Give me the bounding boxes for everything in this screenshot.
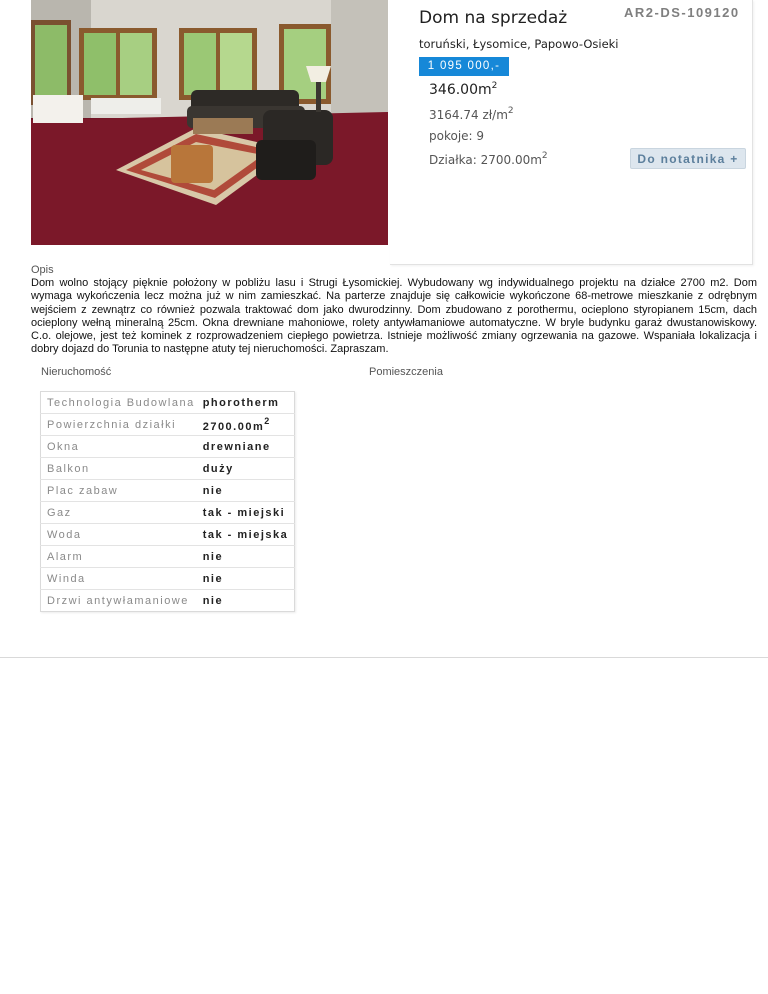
property-label: Powierzchnia działki <box>41 414 201 436</box>
property-label: Plac zabaw <box>41 480 201 502</box>
offer-code: AR2-DS-109120 <box>624 5 740 20</box>
section-property-label: Nieruchomość <box>41 366 112 378</box>
price-per-m2-unit-sup: 2 <box>507 106 514 116</box>
property-label: Gaz <box>41 502 201 524</box>
property-value: tak - miejski <box>201 502 295 524</box>
plot-area <box>429 151 548 167</box>
plot-area-value: Działka: 2700.00m <box>429 153 542 167</box>
property-value <box>201 414 295 436</box>
floor-area-value: 346.00m <box>429 82 492 98</box>
property-value: nie <box>202 594 224 607</box>
property-value: tak - miejska <box>201 524 295 546</box>
plot-size-value: 2700.00m <box>202 421 265 433</box>
plot-size-unit-sup: 2 <box>264 416 271 426</box>
property-label: Alarm <box>41 546 201 568</box>
description-heading: Opis <box>31 264 54 276</box>
add-to-notebook-button[interactable]: Do notatnika + <box>630 148 746 169</box>
property-value: drewniane <box>201 436 295 458</box>
listing-location: toruński, Łysomice, Papowo-Osieki <box>419 37 619 51</box>
table-row <box>41 502 295 524</box>
table-row <box>41 392 295 414</box>
floor-area <box>429 81 497 98</box>
property-value: nie <box>201 568 295 590</box>
plot-area-unit-sup: 2 <box>541 151 548 161</box>
listing-title: Dom na sprzedaż <box>419 8 568 28</box>
table-row <box>41 480 295 502</box>
page-divider <box>0 657 768 658</box>
table-row <box>41 458 295 480</box>
listing-photo[interactable] <box>31 0 388 245</box>
table-row <box>41 414 295 436</box>
price-badge: 1 095 000,- <box>419 57 509 76</box>
section-rooms-label: Pomieszczenia <box>369 366 443 378</box>
table-row <box>41 568 295 590</box>
property-value: nie <box>201 546 295 568</box>
property-label: Drzwi antywłamaniowe <box>47 594 189 607</box>
property-details-table <box>40 391 295 612</box>
rooms-count: pokoje: 9 <box>429 129 485 143</box>
property-value: nie <box>201 480 295 502</box>
table-row <box>41 524 295 546</box>
floor-area-unit-sup: 2 <box>491 81 498 91</box>
description-text: Dom wolno stojący pięknie położony w pobliżu lasu i Strugi Łysomickiej. Wybudowany wg indywidualnego projektu na działce 2700 m2. Dom wymaga wykończenia lecz można już w nim zamieszkać. Na parterze znajduje się całkowicie wykończone 68-metrowe mieszkanie z odrębnym wejściem z zewnątrz co również pozwala traktować dom jako dwurodzinny. Dom zbudowano z porothermu, ocieplono styropianem 15cm, dach ocieplony wełną mineralną 25cm. Okna drewniane mahoniowe, rolety antywłamaniowe automatyczne. W bryle budynku garaż dwustanowiskowy. C.o. olejowe, jest też kominek z rozprowadzeniem ciepłego powietrza. Istnieje możliwość zmiany ogrzewania na gazowe. Wspaniała lokalizacja i dobry dojazd do Torunia to następne atuty tej nieruchomości. Zapraszam. <box>31 277 757 356</box>
property-value: phorotherm <box>201 392 295 414</box>
table-row <box>41 590 295 612</box>
property-label: Winda <box>41 568 201 590</box>
table-row <box>41 436 295 458</box>
property-label: Woda <box>41 524 201 546</box>
table-row <box>41 546 295 568</box>
property-label: Balkon <box>41 458 201 480</box>
property-label: Okna <box>41 436 201 458</box>
property-label: Technologia Budowlana <box>41 392 201 414</box>
price-per-m2 <box>429 106 514 122</box>
property-value: duży <box>201 458 295 480</box>
price-per-m2-value: 3164.74 zł/m <box>429 108 508 122</box>
